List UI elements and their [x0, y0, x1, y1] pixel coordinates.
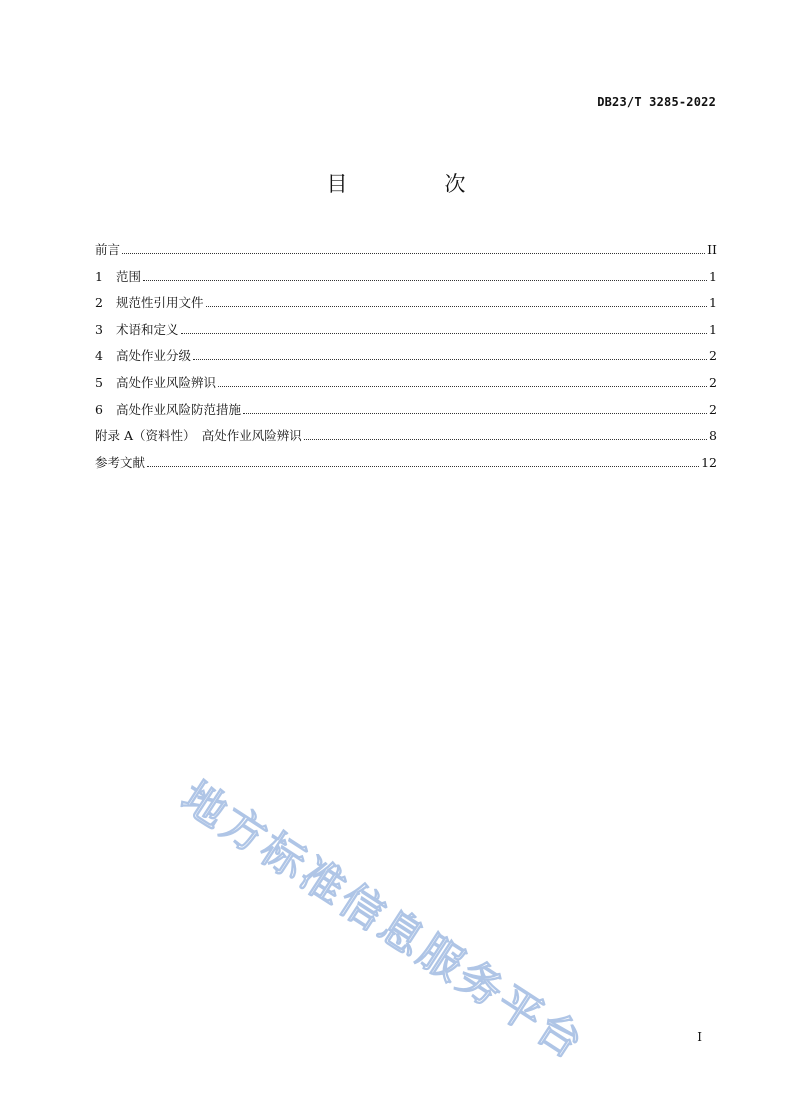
- toc-entry-page: 2: [709, 401, 717, 417]
- toc-entry-page: II: [707, 242, 717, 257]
- toc-entry-label: 高处作业风险辨识: [116, 374, 217, 390]
- toc-entry-page: 1: [709, 268, 717, 284]
- toc-entry-label: 前言: [95, 242, 121, 257]
- toc-entry-number: 5: [95, 374, 103, 390]
- toc-entry-normative-references[interactable]: [95, 293, 717, 320]
- toc-entry-page: 1: [709, 321, 717, 337]
- toc-leader: [122, 252, 705, 254]
- toc-entry-label: 范围: [116, 268, 142, 284]
- toc-entry-label: 术语和定义: [116, 321, 179, 337]
- toc-entry-number: 4: [95, 348, 103, 364]
- toc-entry-number: 2: [95, 295, 103, 311]
- toc-entry-terms-definitions[interactable]: [95, 320, 717, 347]
- toc-leader: [143, 279, 707, 281]
- toc-leader: [147, 465, 699, 467]
- table-of-contents: [95, 240, 717, 479]
- toc-entry-risk-prevention[interactable]: [95, 400, 717, 427]
- toc-entry-label: 规范性引用文件: [116, 295, 204, 311]
- toc-leader: [218, 385, 707, 387]
- page-title: 目 次: [326, 172, 504, 196]
- toc-entry-page: 12: [701, 454, 717, 470]
- toc-entry-number: 3: [95, 321, 103, 337]
- toc-entry-page: 1: [709, 295, 717, 311]
- toc-entry-number: 1: [95, 268, 103, 284]
- toc-entry-number: 6: [95, 401, 103, 417]
- toc-entry-label: 高处作业分级: [116, 348, 192, 364]
- toc-entry-label: 附录 A（资料性） 高处作业风险辨识: [95, 428, 302, 444]
- toc-leader: [304, 438, 707, 440]
- toc-entry-foreword[interactable]: [95, 240, 717, 267]
- toc-entry-bibliography[interactable]: [95, 453, 717, 480]
- toc-entry-appendix-a[interactable]: [95, 426, 717, 453]
- toc-entry-page: 2: [709, 374, 717, 390]
- toc-entry-page: 2: [709, 348, 717, 364]
- toc-entry-label: 高处作业风险防范措施: [116, 401, 242, 417]
- toc-leader: [206, 305, 708, 307]
- page-number: I: [697, 1030, 702, 1044]
- watermark: 地方标准信息服务平台: [172, 772, 594, 1071]
- toc-entry-page: 8: [709, 428, 717, 444]
- toc-entry-label: 参考文献: [95, 454, 146, 470]
- toc-entry-scope[interactable]: [95, 267, 717, 294]
- toc-leader: [193, 358, 707, 360]
- toc-leader: [243, 412, 707, 414]
- toc-entry-risk-identification[interactable]: [95, 373, 717, 400]
- standard-code: DB23/T 3285-2022: [597, 95, 716, 109]
- toc-entry-classification[interactable]: [95, 346, 717, 373]
- toc-leader: [181, 332, 708, 334]
